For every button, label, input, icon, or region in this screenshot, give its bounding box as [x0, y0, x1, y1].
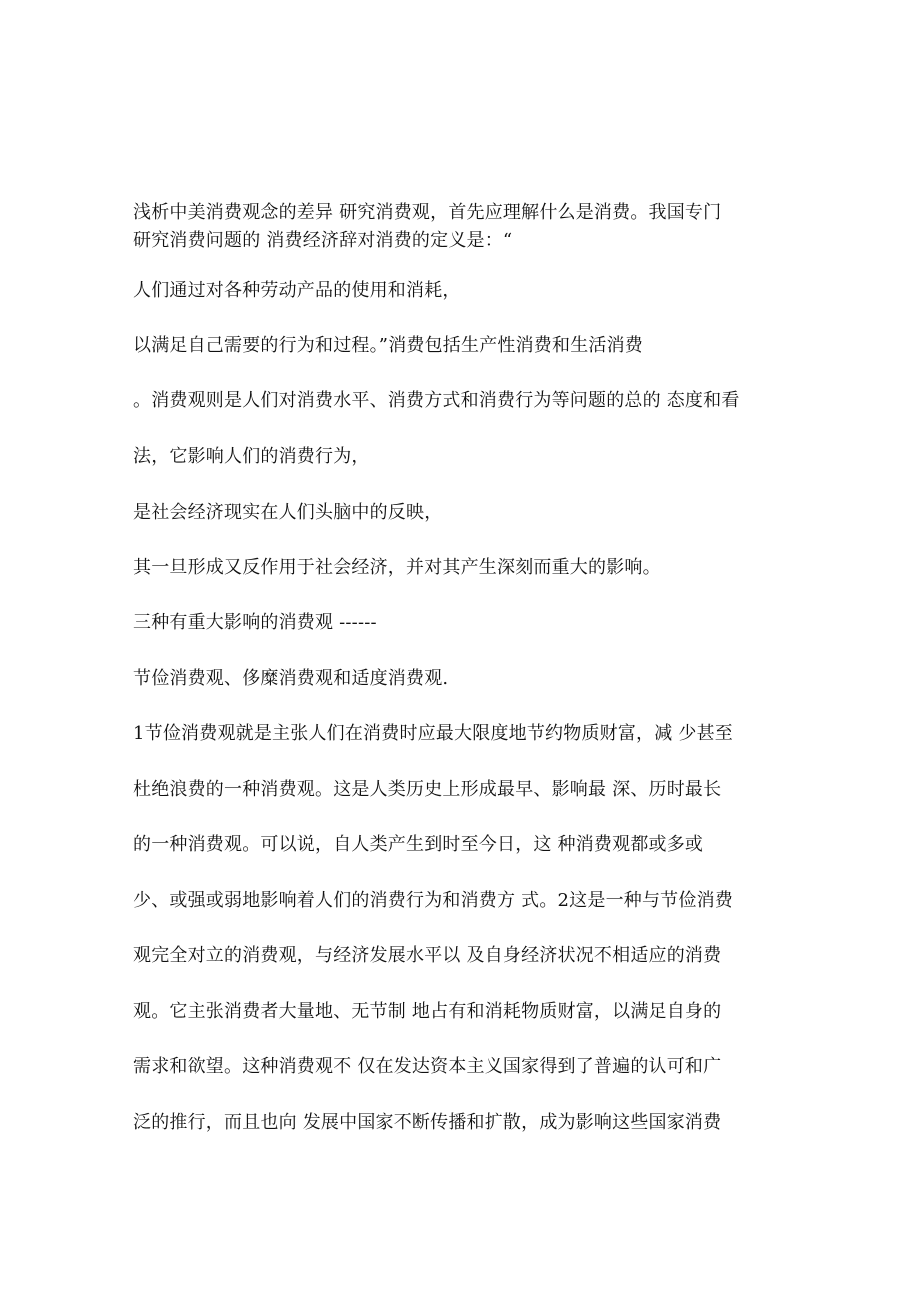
text-line: 节俭消费观、侈糜消费观和适度消费观.: [133, 668, 449, 689]
text-line: 观完全对立的消费观，与经济发展水平以 及自身经济状况不相适应的消费: [133, 945, 722, 966]
text-line: 1节俭消费观就是主张人们在消费时应最大限度地节约物质财富，减 少甚至: [133, 723, 733, 744]
text-line: 人们通过对各种劳动产品的使用和消耗，: [133, 280, 461, 301]
text-line: 观。它主张消费者大量地、无节制 地占有和消耗物质财富，以满足自身的: [133, 1001, 722, 1022]
text-line: 需求和欲望。这种消费观不 仅在发达资本主义国家得到了普遍的认可和广: [133, 1056, 722, 1077]
text-line: 杜绝浪费的一种消费观。这是人类历史上形成最早、影响最 深、历时最长: [133, 779, 722, 800]
text-line: 研究消费问题的 消费经济辞对消费的定义是：“: [133, 230, 513, 251]
text-line: 。消费观则是人们对消费水平、消费方式和消费行为等问题的总的 态度和看: [133, 390, 740, 411]
text-line: 三种有重大影响的消费观 ------: [133, 612, 377, 633]
text-line: 是社会经济现实在人们头脑中的反映，: [133, 502, 443, 523]
text-line: 泛的推行，而且也向 发展中国家不断传播和扩散，成为影响这些国家消费: [133, 1112, 722, 1133]
text-line: 的一种消费观。可以说，自人类产生到时至今日，这 种消费观都或多或: [133, 834, 704, 855]
text-line: 浅析中美消费观念的差异 研究消费观，首先应理解什么是消费。我国专门: [133, 202, 722, 223]
text-line: 以满足自己需要的行为和过程。”消费包括生产性消费和生活消费: [133, 335, 643, 356]
text-line: 其一旦形成又反作用于社会经济，并对其产生深刻而重大的影响。: [133, 557, 661, 578]
text-line: 法，它影响人们的消费行为，: [133, 446, 370, 467]
text-line: 少、或强或弱地影响着人们的消费行为和消费方 式。2这是一种与节俭消费: [133, 890, 733, 911]
